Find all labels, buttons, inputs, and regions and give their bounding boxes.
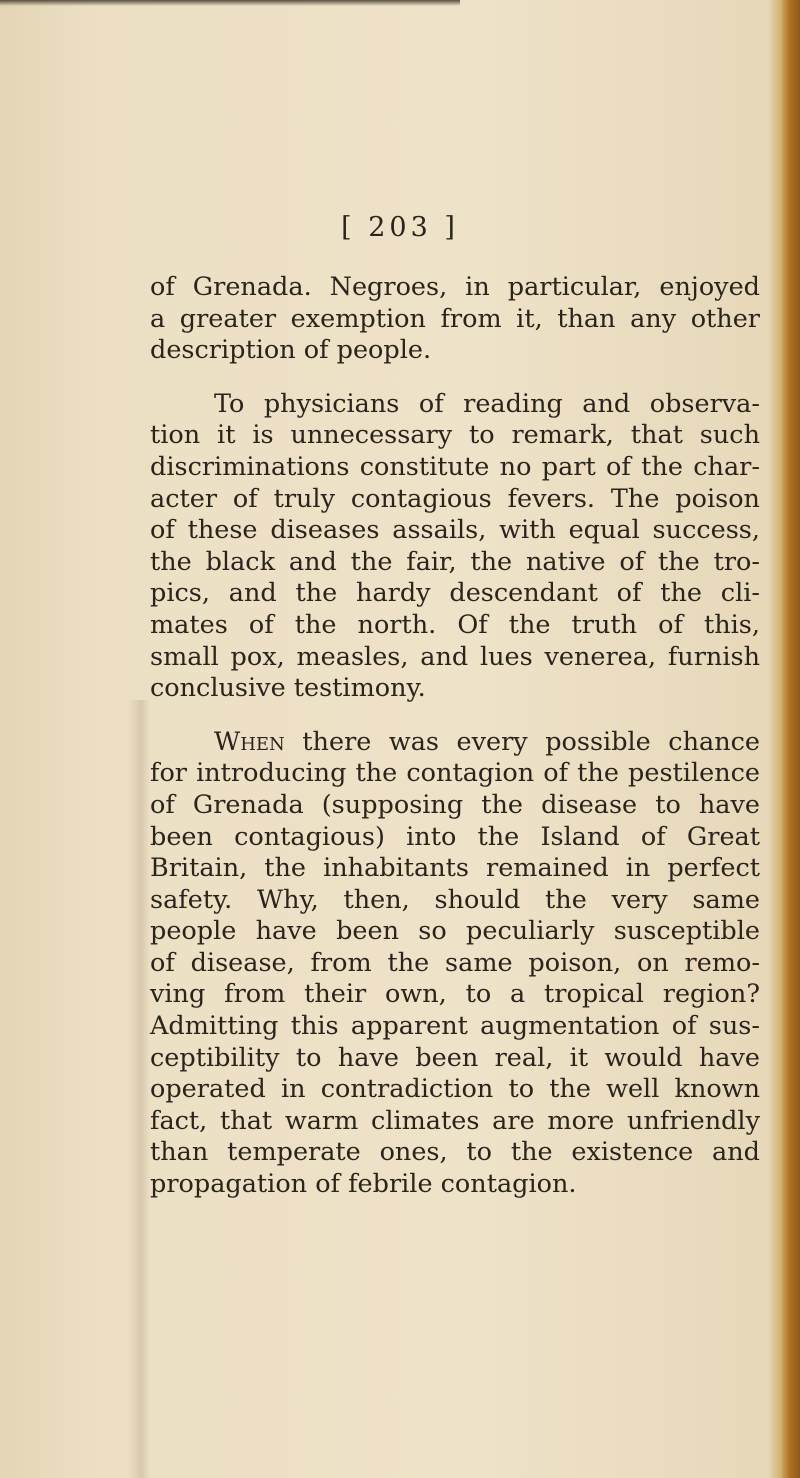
text-line: been contagious) into the Island of Great — [150, 821, 760, 852]
lead-word: When — [214, 726, 285, 757]
text-line: mates of the north. Of the truth of this, — [150, 609, 760, 640]
text-line: fact, that warm climates are more unfriendly — [150, 1105, 760, 1136]
text-line — [150, 727, 760, 759]
text-line: a greater exemption from it, than any other — [150, 303, 760, 334]
text-line: tion it is unnecessary to remark, that such — [150, 420, 760, 451]
text-line: discriminations constitute no part of the char- — [150, 451, 760, 482]
text-line: than temperate ones, to the existence and — [150, 1137, 760, 1168]
text-line: of Grenada. Negroes, in particular, enjoyed — [150, 272, 760, 302]
text-line: To physicians of reading and observa- — [214, 388, 760, 419]
text-line: the black and the fair, the native of the tro- — [150, 546, 760, 577]
body-text — [150, 272, 760, 1201]
page-number: [ 203 ] — [341, 212, 459, 243]
text-line: Britain, the inhabitants remained in perfect — [150, 853, 760, 884]
text-line: ceptibility to have been real, it would have — [150, 1042, 760, 1073]
text-line: pics, and the hardy descendant of the cli- — [150, 578, 760, 609]
text-line: of these diseases assails, with equal success, — [150, 515, 760, 546]
text-line: for introducing the contagion of the pestilence — [150, 758, 760, 789]
text-line: operated in contradiction to the well known — [150, 1074, 760, 1105]
top-edge-shadow — [0, 0, 460, 6]
text-line: Admitting this apparent augmentation of sus- — [150, 1011, 760, 1042]
paragraph-3 — [150, 727, 760, 1201]
text-line: small pox, measles, and lues venerea, furnish — [150, 641, 760, 672]
text-line: description of people. — [150, 335, 432, 366]
text-line: of disease, from the same poison, on remo- — [150, 947, 760, 978]
gutter-shadow — [128, 700, 150, 1478]
text-line: safety. Why, then, should the very same — [150, 884, 760, 915]
paragraph-2 — [150, 389, 760, 705]
text-line: ving from their own, to a tropical region? — [150, 979, 760, 1010]
text-line: of Grenada (supposing the disease to have — [150, 789, 760, 820]
text-line: acter of truly contagious fevers. The poison — [150, 483, 760, 514]
text-line: propagation of febrile contagion. — [150, 1169, 577, 1200]
page-header — [0, 212, 800, 243]
text-line: conclusive testimony. — [150, 673, 426, 704]
paragraph-1 — [150, 272, 760, 367]
text-line-rest: there was every possible chance — [284, 726, 760, 757]
text-line: people have been so peculiarly susceptible — [150, 916, 760, 947]
